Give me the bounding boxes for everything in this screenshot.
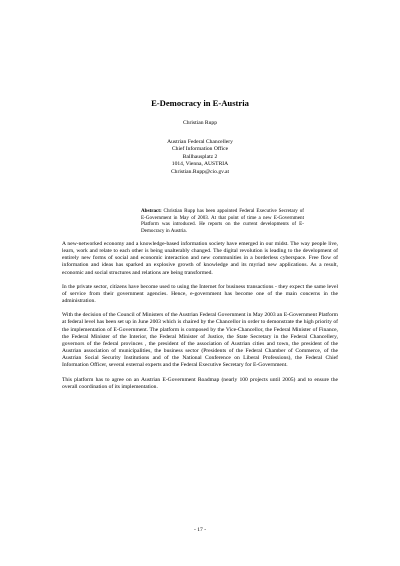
body-text bbox=[62, 241, 338, 398]
affiliation-office: Chief Information Office bbox=[171, 146, 229, 153]
abstract-text: Christian Rupp has been appointed Federal Executive Secretary of E-Government in May of 2003. At that point of time a new E-Government Platform was introduced. He reports on the current developments of E-Democracy in Austria. bbox=[141, 208, 304, 234]
author-name: Christian Rupp bbox=[182, 120, 218, 126]
abstract bbox=[141, 208, 304, 234]
body-paragraph: This platform has to agree on an Austrian E-Government Roadmap (nearly 100 projects until 2005) and to ensure the overall coordination of its implementation. bbox=[62, 376, 338, 390]
affiliation-organization: Austrian Federal Chancellery bbox=[167, 139, 233, 145]
paper-title: E-Democracy in E-Austria bbox=[151, 98, 249, 108]
affiliation-email: Christian.Rupp@cio.gv.at bbox=[170, 168, 230, 175]
body-paragraph: In the private sector, citizens have become used to using the Internet for business transactions - they expect the same level of service from their government agencies. Hence, e-government has become one of the main concerns in the administration. bbox=[62, 283, 338, 305]
affiliation-street: Ballhausplatz 2 bbox=[182, 153, 218, 160]
abstract-label: Abstract: bbox=[141, 208, 162, 214]
body-paragraph: With the decision of the Council of Ministers of the Austrian Federal Government in May 2003 an E-Government Platform at federal level has been set up in June 2003 which is chaired by the Chancellor in order to demonstrate the high priority of the implementation of E-Government. The platform is composed by the Vice-Chancellor, the Federal Minister of Finance, the Federal Minister of the Interior, the Federal Minister of Justice, the State Secretary in the Federal Chancellery, governors of the federal provinces , the president of the association of Austrian cities and town, the president of the Austrian association of municipalities, the business sector (Presidents of the Federal Chamber of Commerce, of the Austrian Social Security Institutions and of the National Conference on Liberal Professions), the Federal Chief Information Officer, several external experts and the Federal Executive Secretary for E-Government. bbox=[62, 312, 338, 369]
body-paragraph: A new-networked economy and a knowledge-based information society have emerged in our midst. The way people live, learn, work and relate to each other is being unalterably changed. The digital revolution is leading to the development of entirely new forms of social and economic interaction and new communities in a borderless cyberspace. Free flow of information and ideas has sparked an explosive growth of knowledge and its myriad new applications. As a result, economic and social structures and relations are being transformed. bbox=[62, 241, 338, 276]
author-affiliation bbox=[0, 139, 400, 176]
page-number: - 17 - bbox=[193, 527, 207, 533]
affiliation-city: 1014, Vienna, AUSTRIA bbox=[171, 161, 229, 168]
